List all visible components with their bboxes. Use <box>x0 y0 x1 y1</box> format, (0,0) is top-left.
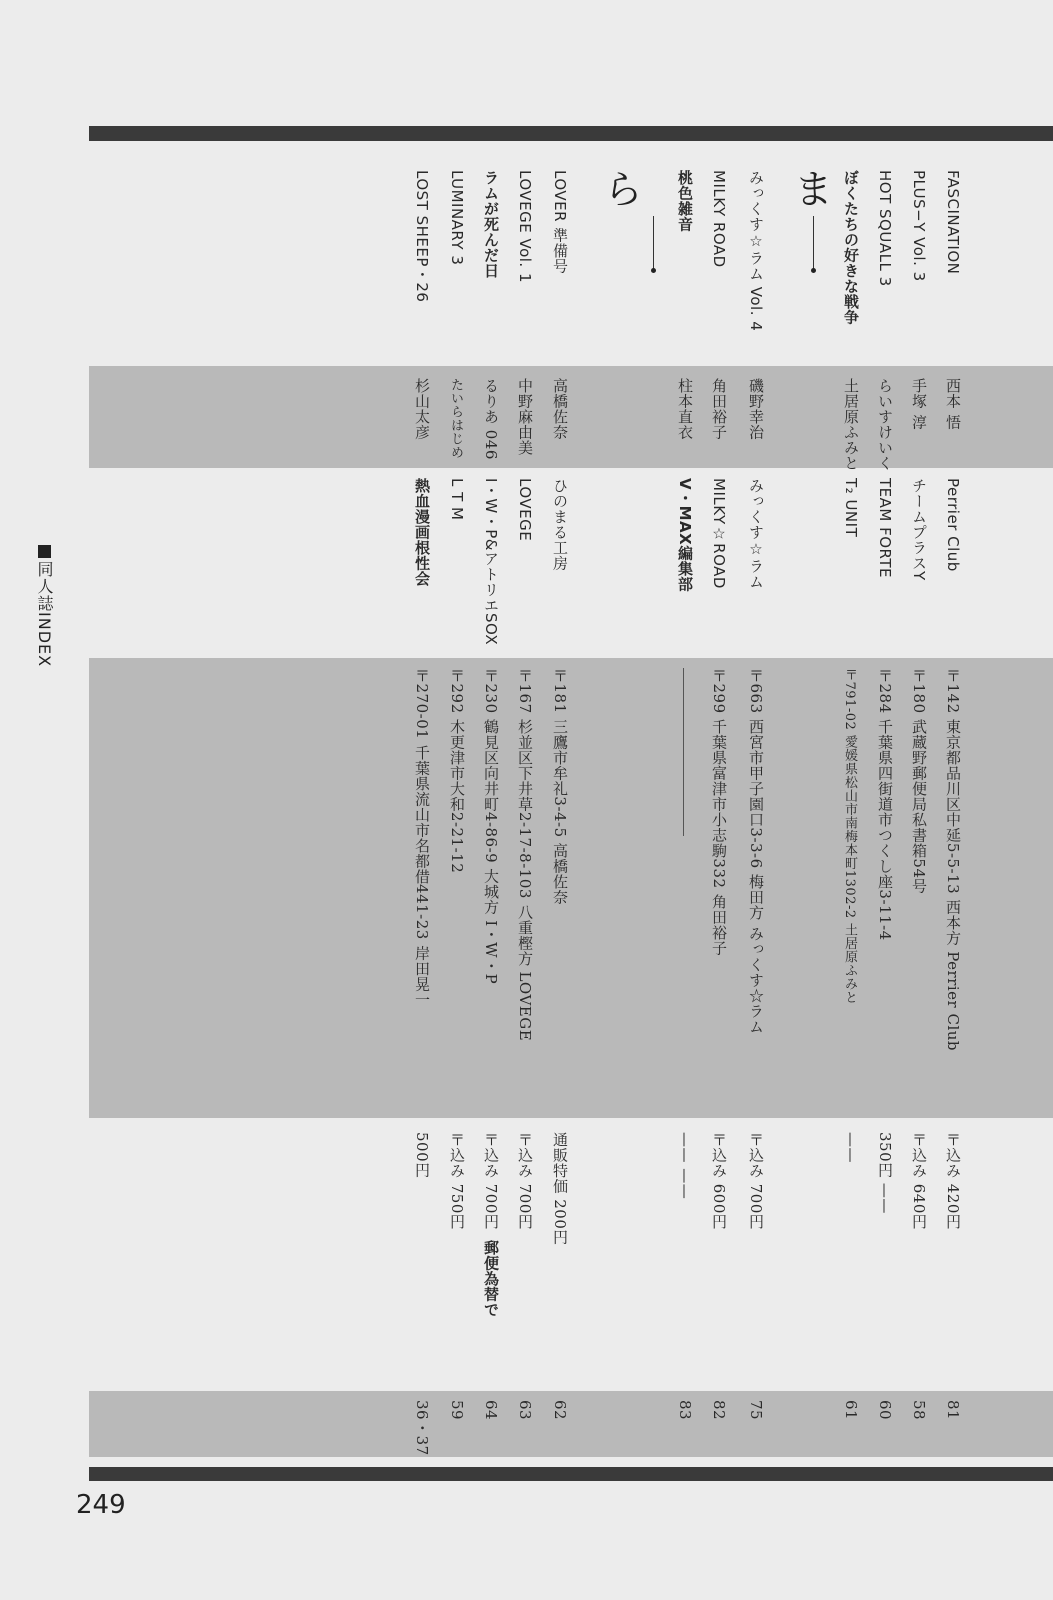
entry-author: 角田裕子 <box>710 378 728 440</box>
entry-title: ラムが死んだ日 <box>482 170 500 279</box>
entry-address: 〒180 武蔵野郵便局私書箱54号 <box>910 668 928 894</box>
entry-page: 62 <box>551 1400 569 1421</box>
entry-address: 〒270-01 千葉県流山市名都借441-23 岸田晃一 <box>413 668 431 1008</box>
entry-circle: Perrier Club <box>944 478 962 572</box>
entry-circle: MILKY☆ROAD <box>710 478 728 589</box>
address-blank-line <box>683 668 684 836</box>
entry-address: 〒181 三鷹市牟礼3-4-5 高橋佐奈 <box>551 668 569 905</box>
entry-row <box>711 0 737 1600</box>
entry-address: 〒791-02 愛媛県松山市南梅本町1302-2 土居原ふみと <box>842 668 857 1005</box>
entry-page: 83 <box>676 1400 694 1421</box>
section-divider <box>813 216 814 270</box>
entry-address: 〒284 千葉県四街道市つくし座3-11-4 <box>876 668 894 941</box>
entry-author: 西本 悟 <box>944 378 962 430</box>
entry-price: —— —— <box>676 1132 694 1200</box>
entry-page: 60 <box>876 1400 894 1421</box>
entry-author: たいらはじめ <box>448 378 463 459</box>
entry-page: 61 <box>842 1400 860 1421</box>
entry-title: LOVER 準備号 <box>551 170 569 274</box>
entry-author: 磯野幸治 <box>747 378 765 440</box>
section-divider <box>653 216 654 270</box>
entry-page: 58 <box>910 1400 928 1421</box>
section-divider-dot <box>651 268 656 273</box>
entry-price: 500円 <box>413 1132 431 1178</box>
entry-title: FASCINATION <box>944 170 962 275</box>
entry-circle: V・MAX編集部 <box>676 478 694 592</box>
entry-circle: チームプラスY <box>910 478 928 581</box>
entry-price: 通販特価 200円 <box>551 1132 569 1245</box>
entry-circle: L T M <box>448 478 466 521</box>
entry-page: 63 <box>516 1400 534 1421</box>
entry-author: 手塚 淳 <box>910 378 928 430</box>
entry-row <box>748 0 774 1600</box>
section-heading-ra: ら <box>597 168 643 208</box>
entry-price: 〒込み 640円 <box>910 1132 928 1230</box>
entry-title: LOST SHEEP・26 <box>413 170 431 303</box>
entry-title: 桃色雑音 <box>676 170 694 232</box>
entry-circle: LOVEGE <box>516 478 534 542</box>
entry-circle: TEAM FORTE <box>876 478 894 579</box>
entry-price: 〒込み 420円 <box>944 1132 962 1230</box>
side-index-label <box>33 545 56 667</box>
entry-author: 中野麻由美 <box>516 378 534 456</box>
entry-page: 36・37 <box>413 1400 431 1456</box>
entry-address: 〒663 西宮市甲子園口3-3-6 梅田方 みっくす☆ラム <box>747 668 765 1035</box>
entry-page: 81 <box>944 1400 962 1421</box>
entry-row <box>877 0 903 1600</box>
entry-row <box>843 0 869 1600</box>
entry-row <box>449 0 475 1600</box>
entry-row <box>677 0 703 1600</box>
square-bullet-icon <box>38 545 51 558</box>
entry-price: 〒込み 700円 <box>482 1132 500 1230</box>
entry-title: ぼくたちの好きな戦争 <box>842 170 860 325</box>
entry-price: 350円 —— <box>876 1132 894 1214</box>
entry-author: 柱本直衣 <box>676 378 694 440</box>
entry-title: みっくす☆ラム Vol. 4 <box>747 170 765 332</box>
entry-note: 郵便為替で <box>482 1240 500 1318</box>
entry-price: 〒込み 700円 <box>516 1132 534 1230</box>
section-heading-ma: ま <box>787 168 833 208</box>
entry-circle: みっくす☆ラム <box>747 478 765 590</box>
entry-circle: T₂ UNIT <box>842 478 860 538</box>
entry-author: 高橋佐奈 <box>551 378 569 440</box>
entry-price: —— <box>842 1132 860 1163</box>
entry-page: 82 <box>710 1400 728 1421</box>
entry-title: MILKY ROAD <box>710 170 728 268</box>
entry-author: るりあ 046 <box>482 378 500 460</box>
entry-row <box>483 0 509 1600</box>
entry-page: 59 <box>448 1400 466 1421</box>
entry-circle: ひのまる工房 <box>551 478 569 571</box>
entry-address: 〒142 東京都品川区中延5-5-13 西本方 Perrier Club <box>944 668 962 1052</box>
page-number: 249 <box>76 1490 126 1520</box>
entry-address: 〒292 木更津市大和2-21-12 <box>448 668 466 874</box>
section-divider-dot <box>811 268 816 273</box>
entry-title: LOVEGE Vol. 1 <box>516 170 534 283</box>
entry-title: HOT SQUALL 3 <box>876 170 894 287</box>
entry-row <box>911 0 937 1600</box>
entry-address: 〒230 鶴見区向井町4-86-9 大城方 I・W・P <box>482 668 500 985</box>
entry-page: 64 <box>482 1400 500 1421</box>
entry-author: 土居原ふみと <box>842 378 860 471</box>
entry-author: らいすけいく <box>876 378 894 471</box>
entry-price: 〒込み 700円 <box>747 1132 765 1230</box>
entry-price: 〒込み 750円 <box>448 1132 466 1230</box>
entry-address: 〒299 千葉県富津市小志駒332 角田裕子 <box>710 668 728 956</box>
entry-author: 杉山太彦 <box>413 378 431 440</box>
entry-price: 〒込み 600円 <box>710 1132 728 1230</box>
entry-row <box>517 0 543 1600</box>
entry-title: LUMINARY 3 <box>448 170 466 266</box>
entry-row <box>552 0 578 1600</box>
entry-page: 75 <box>747 1400 765 1421</box>
entry-row <box>414 0 440 1600</box>
entry-circle: I・W・P&アトリエSOX <box>482 478 500 646</box>
side-index-text: 同人誌INDEX <box>35 561 54 668</box>
entry-title: PLUS−Y Vol. 3 <box>910 170 928 282</box>
entry-address: 〒167 杉並区下井草2-17-8-103 八重樫方 LOVEGE <box>516 668 534 1042</box>
entry-circle: 熱血漫画根性会 <box>413 478 431 587</box>
entry-row <box>945 0 971 1600</box>
